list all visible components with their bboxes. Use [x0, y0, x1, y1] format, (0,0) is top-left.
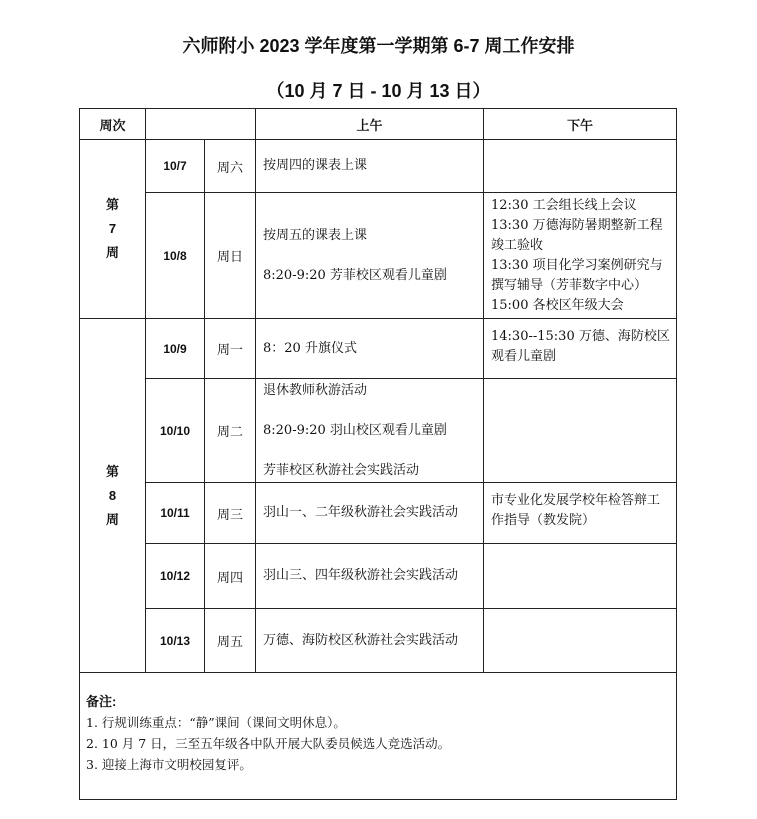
date-cell: 10/11: [146, 483, 205, 544]
notes-row: [80, 673, 677, 800]
weekday-cell: 周二: [205, 379, 256, 483]
weekday-cell: 周日: [205, 193, 256, 319]
am-cell: [256, 483, 484, 544]
table-row: [80, 483, 677, 544]
am-cell: [256, 379, 484, 483]
am-item: 按周五的课表上课: [263, 227, 368, 243]
pm-item: 13:30 项目化学习案例研究与撰写辅导（芳菲数字中心）: [491, 257, 663, 293]
date-cell: 10/12: [146, 544, 205, 609]
am-cell: [256, 319, 484, 379]
note-item: 3. 迎接上海市文明校园复评。: [86, 757, 252, 772]
weekday-cell: 周一: [205, 319, 256, 379]
week-label-8: [80, 319, 146, 673]
am-item: 8：20 升旗仪式: [263, 340, 357, 356]
am-item: 芳菲校区秋游社会实践活动: [263, 462, 420, 478]
date-cell: 10/9: [146, 319, 205, 379]
date-cell: 10/8: [146, 193, 205, 319]
date-cell: 10/10: [146, 379, 205, 483]
pm-cell: [484, 319, 677, 379]
note-item: 1. 行规训练重点：“静”课间（课间文明休息）。: [86, 715, 346, 730]
week-label-7: [80, 140, 146, 319]
header-blank: [146, 109, 256, 140]
pm-cell: [484, 193, 677, 319]
header-pm: 下午: [484, 109, 677, 140]
pm-cell: [484, 483, 677, 544]
header-week: 周次: [80, 109, 146, 140]
date-range-subtitle: （10 月 7 日 - 10 月 13 日）: [266, 81, 491, 101]
week-label-line: 周: [105, 511, 119, 527]
header-am: 上午: [256, 109, 484, 140]
weekday-cell: 周四: [205, 544, 256, 609]
pm-item: 13:30 万德海防暑期整新工程竣工验收: [491, 217, 663, 253]
am-item: 羽山三、四年级秋游社会实践活动: [263, 568, 459, 583]
week-label-line: 第: [105, 197, 119, 212]
table-row: [80, 193, 677, 319]
week-label-line: 第: [105, 463, 119, 479]
am-item: 羽山一、二年级秋游社会实践活动: [263, 505, 459, 520]
table-row: [80, 140, 677, 193]
header-row: [80, 109, 677, 140]
am-item: 8:20-9:20 芳菲校区观看儿童剧: [263, 267, 447, 283]
am-item: 8:20-9:20 羽山校区观看儿童剧: [263, 422, 447, 438]
pm-item: 市专业化发展学校年检答辩工作指导（教发院）: [491, 493, 661, 528]
pm-cell: [484, 379, 677, 483]
weekday-cell: 周三: [205, 483, 256, 544]
am-cell: [256, 544, 484, 609]
week-label-line: 周: [105, 245, 119, 260]
document-title: 六师附小 2023 学年度第一学期第 6-7 周工作安排: [182, 36, 575, 56]
table-row: [80, 544, 677, 609]
pm-item: 12:30 工会组长线上会议: [491, 197, 637, 213]
pm-cell: [484, 140, 677, 193]
table-row: [80, 319, 677, 379]
am-item: 按周四的课表上课: [263, 158, 368, 173]
pm-cell: [484, 609, 677, 673]
weekday-cell: 周五: [205, 609, 256, 673]
date-cell: 10/7: [146, 140, 205, 193]
week-label-line: 8: [108, 487, 117, 503]
pm-item: 15:00 各校区年级大会: [491, 297, 624, 313]
week-label-line: 7: [108, 221, 117, 236]
am-item: 退休教师秋游活动: [263, 382, 368, 398]
date-cell: 10/13: [146, 609, 205, 673]
am-item: 万德、海防校区秋游社会实践活动: [263, 632, 459, 648]
am-cell: [256, 609, 484, 673]
note-item: 2. 10 月 7 日，三至五年级各中队开展大队委员候选人竞选活动。: [86, 736, 451, 751]
pm-cell: [484, 544, 677, 609]
notes-heading: 备注:: [86, 694, 117, 709]
table-row: [80, 609, 677, 673]
schedule-table: [79, 108, 677, 800]
table-row: [80, 379, 677, 483]
pm-item: 14:30--15:30 万德、海防校区观看儿童剧: [491, 329, 670, 364]
weekday-cell: 周六: [205, 140, 256, 193]
am-cell: [256, 193, 484, 319]
notes-cell: [80, 673, 677, 800]
am-cell: [256, 140, 484, 193]
